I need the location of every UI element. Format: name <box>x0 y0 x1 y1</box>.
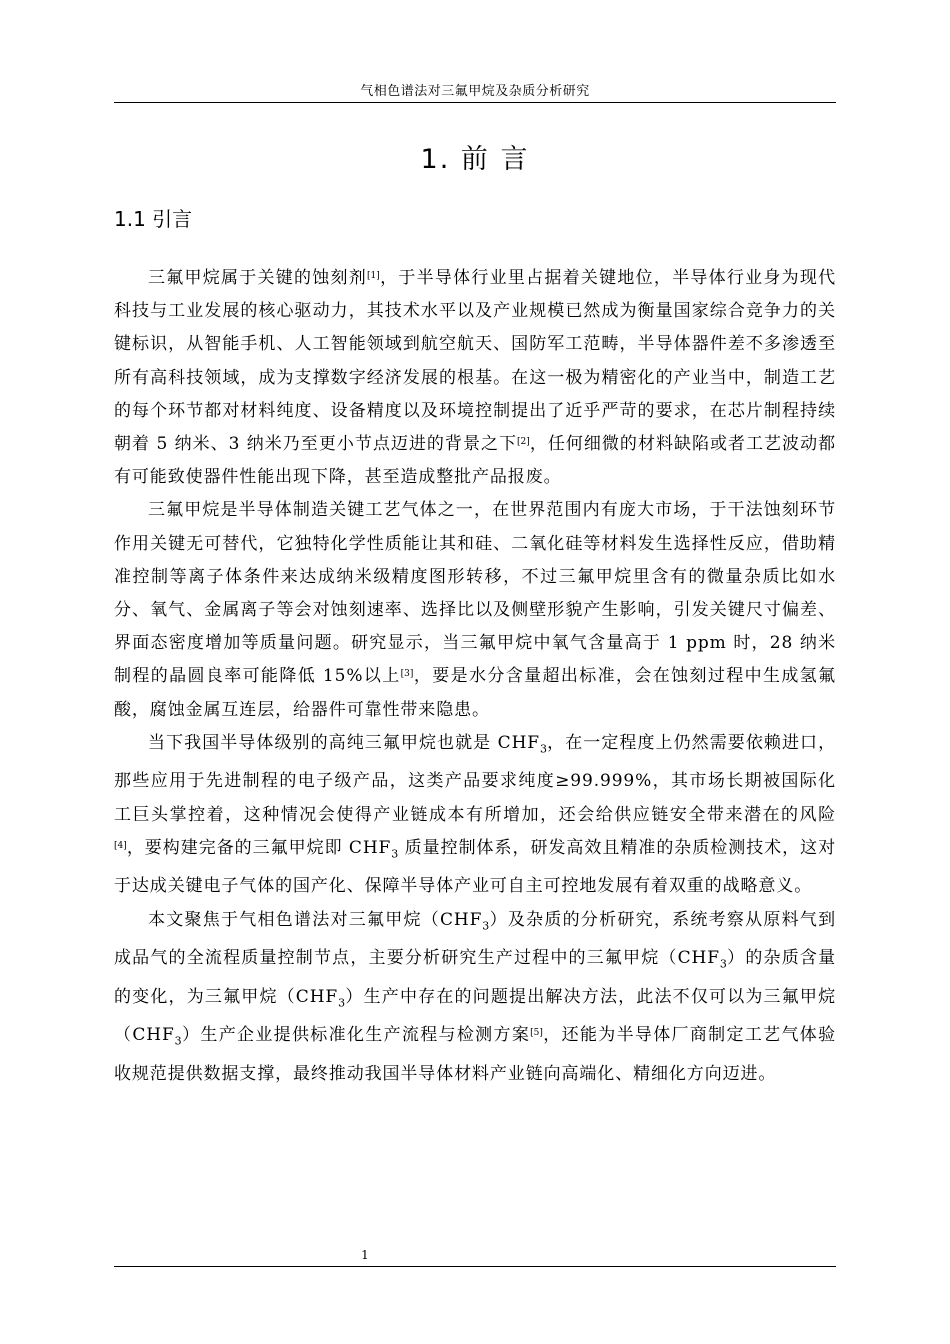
paragraph <box>114 494 836 726</box>
subscript: 3 <box>338 996 346 1010</box>
subscript: 3 <box>719 957 727 971</box>
text-run: ，还能为半导体厂商制定工艺气体验收规范提供数据支撑，最终推动我国半导体材料产业链向高端化、精细化方向迈进。 <box>114 1025 836 1085</box>
text-run: 质量控制体系，研发高效且精准的杂质检测技术，这对于达成关键电子气体的国产化、保障半导体产业可自主可控地发展有着双重的战略意义。 <box>114 837 837 897</box>
section-title: 1.1 引言 <box>114 207 193 231</box>
text-run: ，要构建完备的三氟甲烷即 CHF <box>126 837 392 858</box>
text-run: 三氟甲烷属于关键的蚀刻剂 <box>148 268 367 288</box>
text-run: ）生产中存在的问题提出解决方法，此法不仅可以为三氟甲烷（CHF <box>114 986 836 1046</box>
text-run: ，任何细微的材料缺陷或者工艺波动都有可能致使器件性能出现下降，甚至造成整批产品报废。 <box>114 434 836 488</box>
text-run: 本文聚焦于气相色谱法对三氟甲烷（CHF <box>148 909 483 930</box>
text-run: ，要是水分含量超出标准，会在蚀刻过程中生成氢氟酸，腐蚀金属互连层，给器件可靠性带来隐患。 <box>114 666 836 720</box>
text-run: ，在一定程度上仍然需要依赖进口，那些应用于先进制程的电子级产品，这类产品要求纯度≥99.999%，其市场长期被国际化工巨头掌控着，这种情况会使得产业链成本有所增加，还会给供应链安全带来潜在的风险 <box>114 732 837 825</box>
paragraph <box>114 727 836 904</box>
citation-ref: [2] <box>516 437 530 448</box>
citation-ref: [3] <box>400 669 414 680</box>
citation-ref: [4] <box>114 840 127 851</box>
running-head: 气相色谱法对三氟甲烷及杂质分析研究 <box>360 84 590 99</box>
text-run: ）及杂质的分析研究，系统考察从原料气到成品气的全流程质量控制节点，主要分析研究生产过程中的三氟甲烷（CHF <box>114 909 836 969</box>
text-run: ，于半导体行业里占据着关键地位，半导体行业身为现代科技与工业发展的核心驱动力，其技术水平以及产业规模已然成为衡量国家综合竞争力的关键标识，从智能手机、人工智能领域到航空航天、国防军工范畴，半导体器件差不多渗透至所有高科技领域，成为支撑数字经济发展的根基。在这一极为精密化的产业当中，制造工艺的每个环节都对材料纯度、设备精度以及环境控制提出了近乎严苛的要求，在芯片制程持续朝着 5 纳米、3 纳米乃至更小节点迈进的背景之下 <box>114 268 836 455</box>
page-number: 1 <box>361 1248 369 1262</box>
chapter-title: 1. 前 言 <box>420 144 530 175</box>
text-run: 三氟甲烷是半导体制造关键工艺气体之一，在世界范围内有庞大市场，于干法蚀刻环节作用关键无可替代，它独特化学性质能让其和硅、二氧化硅等材料发生选择性反应，借助精准控制等离子体条件来达成纳米级精度图形转移，不过三氟甲烷里含有的微量杂质比如水分、氧气、金属离子等会对蚀刻速率、选择比以及侧壁形貌产生影响，引发关键尺寸偏差、界面态密度增加等质量问题。研究显示，当三氟甲烷中氧气含量高于 1 ppm 时，28 纳米制程的晶圆良率可能降低 15%以上 <box>114 500 836 687</box>
footer-rule <box>114 1266 836 1267</box>
subscript: 3 <box>391 847 399 861</box>
text-run: ）生产企业提供标准化生产流程与检测方案 <box>181 1025 531 1046</box>
paragraph <box>114 262 836 494</box>
citation-ref: [5] <box>530 1028 543 1039</box>
text-run: 当下我国半导体级别的高纯三氟甲烷也就是 CHF <box>148 732 540 753</box>
citation-ref: [1] <box>367 271 380 281</box>
subscript: 3 <box>540 742 547 756</box>
body-text <box>114 262 836 1091</box>
subscript: 3 <box>482 919 490 933</box>
text-run: ）的杂质含量的变化，为三氟甲烷（CHF <box>114 948 836 1007</box>
paragraph <box>114 904 836 1092</box>
header-rule <box>114 102 836 103</box>
subscript: 3 <box>174 1034 182 1048</box>
